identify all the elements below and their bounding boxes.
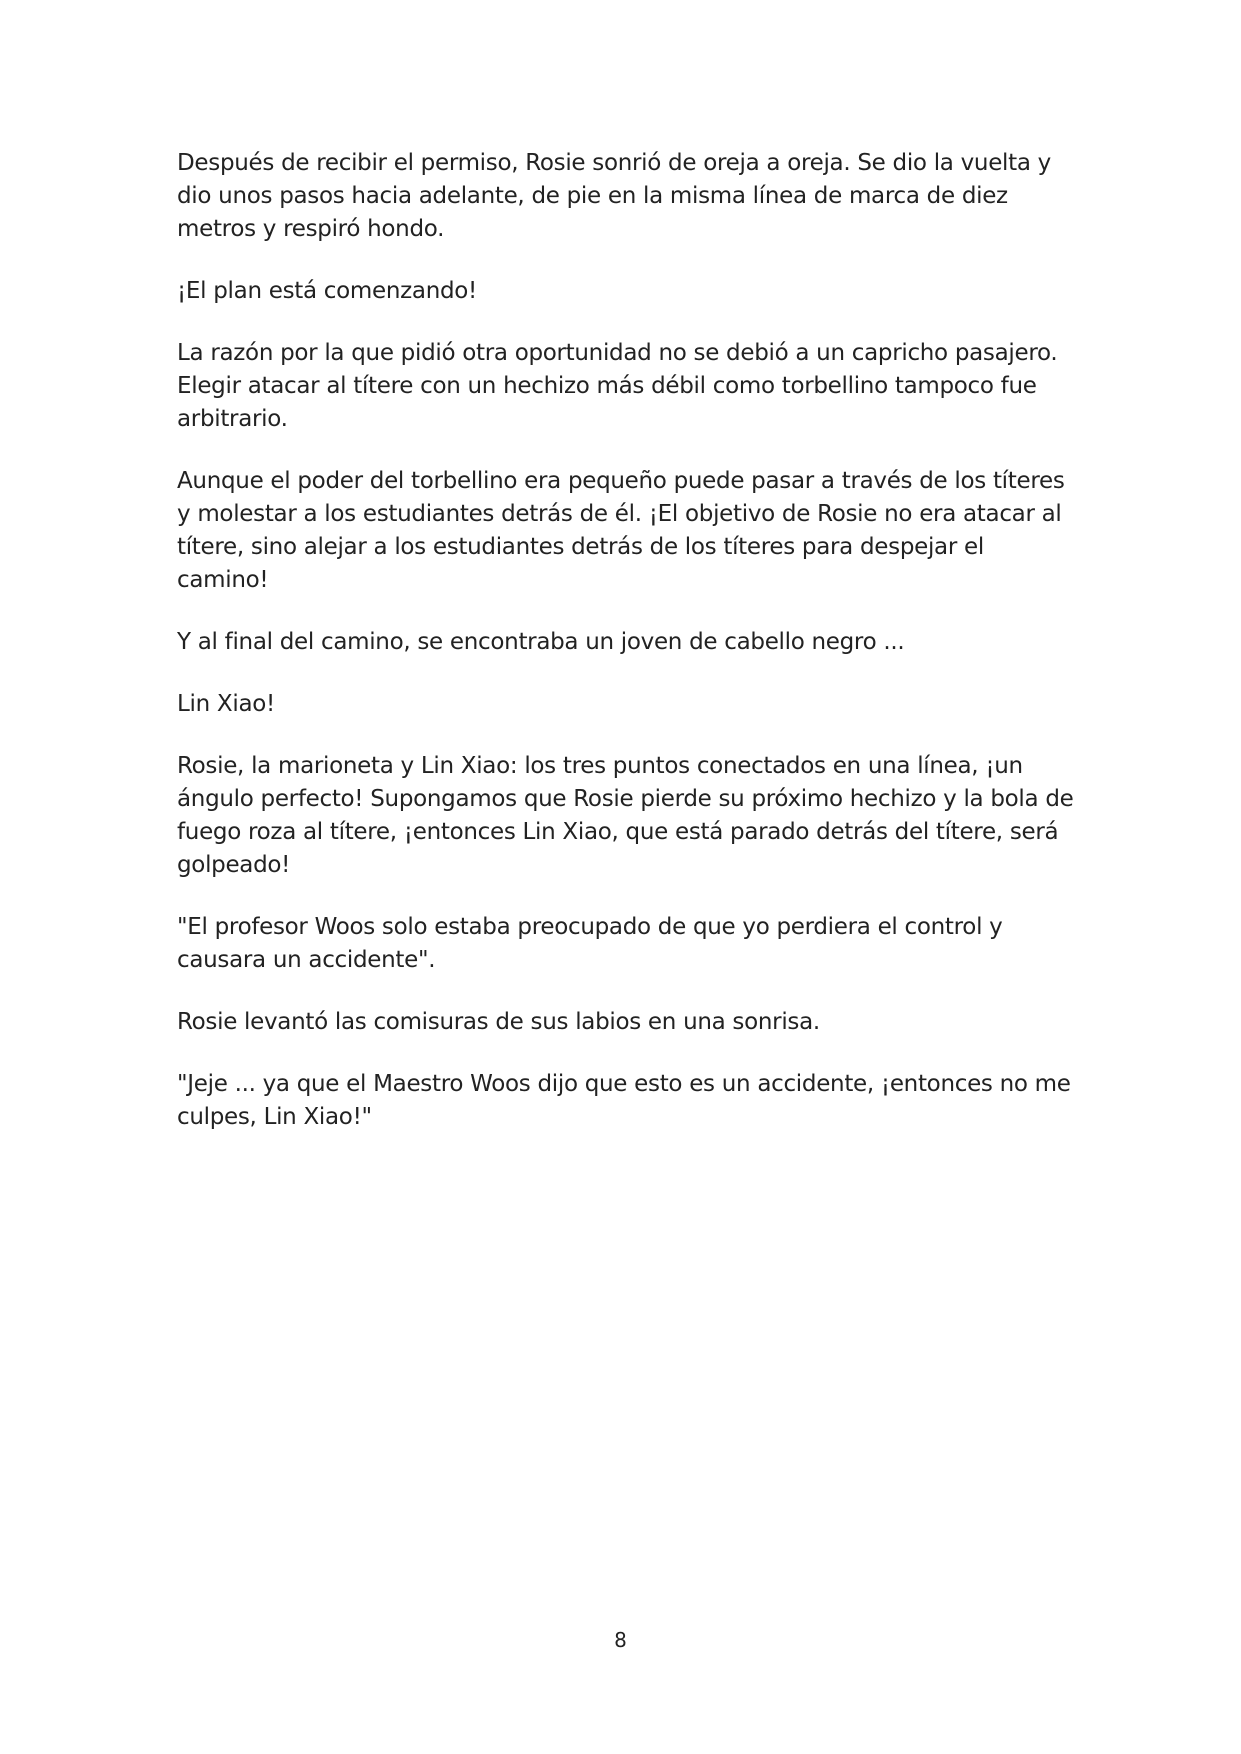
- paragraph: Lin Xiao!: [177, 691, 275, 717]
- paragraph: Aunque el poder del torbellino era pequeño puede pasar a través de los títeres y molestar a los estudiantes detrás de él. ¡El objetivo de Rosie no era atacar al títere, sino alejar a los estudiantes detrás de los títeres para despejar el camino!: [177, 468, 1065, 593]
- paragraph: Y al final del camino, se encontraba un joven de cabello negro ...: [177, 629, 905, 655]
- body-text: [177, 147, 1077, 1163]
- page-number: 8: [614, 1628, 627, 1652]
- paragraph: Rosie, la marioneta y Lin Xiao: los tres puntos conectados en una línea, ¡un ángulo perfecto! Supongamos que Rosie pierde su próximo hechizo y la bola de fuego roza al títere, ¡entonces Lin Xiao, que está parado detrás del títere, será golpeado!: [177, 753, 1074, 878]
- paragraph: Después de recibir el permiso, Rosie sonrió de oreja a oreja. Se dio la vuelta y dio unos pasos hacia adelante, de pie en la misma línea de marca de diez metros y respiró hondo.: [177, 150, 1051, 242]
- paragraph: "Jeje ... ya que el Maestro Woos dijo que esto es un accidente, ¡entonces no me culpes, Lin Xiao!": [177, 1071, 1071, 1130]
- paragraph: Rosie levantó las comisuras de sus labios en una sonrisa.: [177, 1009, 820, 1035]
- paragraph: La razón por la que pidió otra oportunidad no se debió a un capricho pasajero. Elegir atacar al títere con un hechizo más débil como torbellino tampoco fue arbitrario.: [177, 340, 1058, 432]
- paragraph: "El profesor Woos solo estaba preocupado de que yo perdiera el control y causara un accidente".: [177, 914, 1003, 973]
- paragraph: ¡El plan está comenzando!: [177, 278, 477, 304]
